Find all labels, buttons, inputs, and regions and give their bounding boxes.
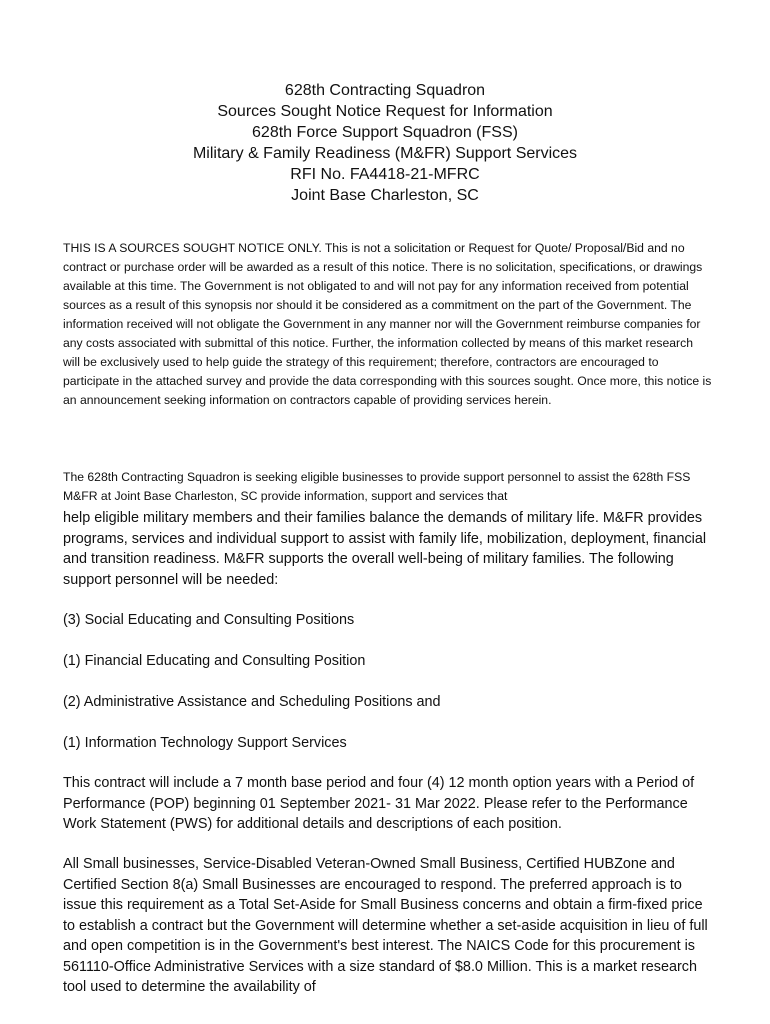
notice-paragraph: THIS IS A SOURCES SOUGHT NOTICE ONLY. This is not a solicitation or Request for Quote/ Proposal/Bid and no contract or purchase order will be awarded as a result of this notice. There is no solicitation, specifications, or drawings available at this time. The Government is not obligated to and will not pay for any information received from potential sources as a result of this synopsis nor should it be considered as a commitment on the part of the Government. The information received will not obligate the Government in any manner nor will the Government reimburse companies for any costs associated with submittal of this notice. Further, the information collected by means of this market research will be exclusively used to help guide the strategy of this requirement; therefore, contractors are encouraged to participate in the attached survey and provide the data corresponding with this sources sought. Once more, this notice is an announcement seeking information on contractors capable of providing services herein. [63, 241, 712, 407]
seeking-paragraph-part1: The 628th Contracting Squadron is seeking eligible businesses to provide support personnel to assist the 628th FSS M&FR at Joint Base Charleston, SC provide information, support and services that [63, 470, 691, 503]
title-line-fss: 628th Force Support Squadron (FSS) [252, 124, 518, 141]
title-line-rfi-number: RFI No. FA4418-21-MFRC [290, 166, 480, 183]
document-title-block [0, 80, 770, 206]
title-line-location: Joint Base Charleston, SC [291, 187, 479, 204]
title-line-squadron: 628th Contracting Squadron [284, 82, 486, 99]
small-business-paragraph: All Small businesses, Service-Disabled Veteran-Owned Small Business, Certified HUBZone and Certified Section 8(a) Small Businesses are encouraged to respond. The preferred approach is to issue this requirement as a Total Set-Aside for Small Business concerns and obtain a firm-fixed price to establish a contract but the Government will determine whether a set-aside acquisition in lieu of full and open competition is in the Government's best interest. The NAICS Code for this procurement is 561110-Office Administrative Services with a size standard of $8.0 Million. This is a market research tool used to determine the availability of [63, 856, 708, 995]
contract-period-paragraph: This contract will include a 7 month base period and four (4) 12 month option years with a Period of Performance (POP) beginning 01 September 2021- 31 Mar 2022. Please refer to the Performance Work Statement (PWS) for additional details and descriptions of each position. [63, 775, 695, 832]
position-item: (3) Social Educating and Consulting Positions [63, 612, 355, 628]
position-item: (1) Financial Educating and Consulting Position [63, 653, 366, 669]
title-line-services: Military & Family Readiness (M&FR) Support Services [192, 145, 578, 162]
position-item: (2) Administrative Assistance and Scheduling Positions and [63, 694, 441, 710]
position-item: (1) Information Technology Support Services [63, 735, 347, 751]
seeking-paragraph-part2: help eligible military members and their families balance the demands of military life. M&FR provides programs, services and individual support to assist with family life, mobilization, deployment, financial and transition readiness. M&FR supports the overall well-being of military families. The following support personnel will be needed: [63, 510, 707, 588]
title-line-notice-type: Sources Sought Notice Request for Information [217, 103, 553, 120]
